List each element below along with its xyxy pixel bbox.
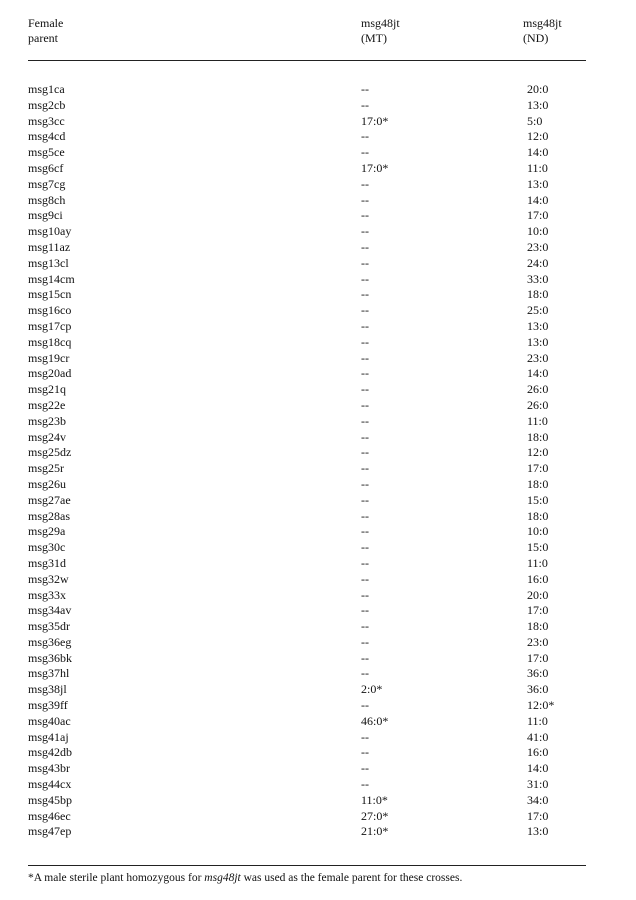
cell-msg48jt-nd: 13:0 <box>527 176 549 191</box>
cell-female-parent: msg47ep <box>28 824 72 839</box>
cell-msg48jt-mt: -- <box>361 429 369 444</box>
cell-msg48jt-nd: 18:0 <box>527 287 549 302</box>
cell-msg48jt-mt: 17:0* <box>361 113 389 128</box>
cell-msg48jt-mt: 17:0* <box>361 160 389 175</box>
cell-female-parent: msg6cf <box>28 160 64 175</box>
header-line: (MT) <box>361 31 387 45</box>
cell-msg48jt-mt: -- <box>361 603 369 618</box>
cell-female-parent: msg39ff <box>28 698 68 713</box>
cell-female-parent: msg46ec <box>28 808 71 823</box>
table-row <box>0 809 636 825</box>
table-row <box>0 777 636 793</box>
cell-female-parent: msg35dr <box>28 619 70 634</box>
table-row <box>0 161 636 177</box>
cell-msg48jt-nd: 14:0 <box>527 761 549 776</box>
table-row <box>0 193 636 209</box>
table-row <box>0 651 636 667</box>
table-row <box>0 477 636 493</box>
cell-msg48jt-nd: 20:0 <box>527 587 549 602</box>
cell-msg48jt-nd: 5:0 <box>527 113 543 128</box>
table-row <box>0 240 636 256</box>
table-row <box>0 145 636 161</box>
cell-female-parent: msg4cd <box>28 129 66 144</box>
cell-female-parent: msg33x <box>28 587 67 602</box>
cell-female-parent: msg9ci <box>28 208 63 223</box>
cell-msg48jt-mt: -- <box>361 129 369 144</box>
cell-female-parent: msg19cr <box>28 350 70 365</box>
cell-msg48jt-nd: 26:0 <box>527 382 549 397</box>
cell-msg48jt-mt: -- <box>361 224 369 239</box>
footnote-text: *A male sterile plant homozygous for <box>28 872 205 884</box>
cell-msg48jt-nd: 23:0 <box>527 634 549 649</box>
cell-msg48jt-mt: -- <box>361 492 369 507</box>
cell-msg48jt-nd: 12:0 <box>527 445 549 460</box>
cell-msg48jt-nd: 11:0 <box>527 555 548 570</box>
table-row <box>0 572 636 588</box>
cell-msg48jt-mt: 21:0* <box>361 824 389 839</box>
table-row <box>0 335 636 351</box>
cell-msg48jt-mt: -- <box>361 303 369 318</box>
table-row <box>0 398 636 414</box>
header-msg48jt-nd <box>523 16 562 46</box>
cell-female-parent: msg27ae <box>28 492 71 507</box>
cell-msg48jt-nd: 17:0 <box>527 808 549 823</box>
table-row <box>0 319 636 335</box>
cell-msg48jt-nd: 12:0 <box>527 129 549 144</box>
footnote-divider <box>28 865 586 866</box>
header-divider <box>28 60 586 61</box>
cell-female-parent: msg36bk <box>28 650 73 665</box>
table-row <box>0 461 636 477</box>
cell-msg48jt-mt: -- <box>361 729 369 744</box>
cell-msg48jt-nd: 17:0 <box>527 603 549 618</box>
cell-msg48jt-nd: 13:0 <box>527 97 549 112</box>
cell-msg48jt-mt: -- <box>361 271 369 286</box>
cell-msg48jt-nd: 20:0 <box>527 82 549 96</box>
cell-msg48jt-nd: 17:0 <box>527 208 549 223</box>
table-row <box>0 493 636 509</box>
cell-msg48jt-mt: -- <box>361 145 369 160</box>
cell-msg48jt-nd: 15:0 <box>527 492 549 507</box>
table-row <box>0 414 636 430</box>
table-row <box>0 556 636 572</box>
table-row <box>0 603 636 619</box>
cell-female-parent: msg41aj <box>28 729 69 744</box>
cell-msg48jt-mt: -- <box>361 397 369 412</box>
cell-female-parent: msg22e <box>28 397 66 412</box>
footnote <box>28 870 462 886</box>
table-row <box>0 366 636 382</box>
cell-msg48jt-mt: 2:0* <box>361 682 383 697</box>
cell-msg48jt-nd: 26:0 <box>527 397 549 412</box>
table-row <box>0 430 636 446</box>
cell-female-parent: msg25r <box>28 461 64 476</box>
table-row <box>0 129 636 145</box>
cell-msg48jt-nd: 33:0 <box>527 271 549 286</box>
cell-female-parent: msg25dz <box>28 445 72 460</box>
footnote-text-end: was used as the female parent for these crosses. <box>240 872 463 884</box>
cell-female-parent: msg8ch <box>28 192 66 207</box>
cell-msg48jt-nd: 31:0 <box>527 777 549 792</box>
table-row <box>0 761 636 777</box>
cell-msg48jt-nd: 18:0 <box>527 508 549 523</box>
table-row <box>0 793 636 809</box>
footnote-gene: msg48jt <box>204 872 241 884</box>
cell-female-parent: msg17cp <box>28 318 72 333</box>
cell-female-parent: msg30c <box>28 540 66 555</box>
table-row <box>0 635 636 651</box>
cell-female-parent: msg37hl <box>28 666 70 681</box>
table-row <box>0 224 636 240</box>
cell-msg48jt-nd: 16:0 <box>527 571 549 586</box>
cell-msg48jt-mt: -- <box>361 634 369 649</box>
cell-msg48jt-nd: 34:0 <box>527 792 549 807</box>
cell-female-parent: msg7cg <box>28 176 66 191</box>
header-line: parent <box>28 31 58 45</box>
cell-msg48jt-nd: 18:0 <box>527 619 549 634</box>
cell-female-parent: msg43br <box>28 761 70 776</box>
cell-msg48jt-nd: 10:0 <box>527 524 549 539</box>
header-msg48jt-mt <box>361 16 400 46</box>
cell-female-parent: msg3cc <box>28 113 65 128</box>
table-row <box>0 540 636 556</box>
cell-female-parent: msg44cx <box>28 777 72 792</box>
cell-msg48jt-nd: 13:0 <box>527 334 549 349</box>
table-row <box>0 698 636 714</box>
cell-msg48jt-mt: -- <box>361 524 369 539</box>
cell-msg48jt-mt: 46:0* <box>361 713 389 728</box>
cell-female-parent: msg32w <box>28 571 69 586</box>
cell-msg48jt-nd: 10:0 <box>527 224 549 239</box>
cell-msg48jt-nd: 18:0 <box>527 429 549 444</box>
header-line: msg48jt <box>361 16 400 30</box>
cell-msg48jt-nd: 25:0 <box>527 303 549 318</box>
cell-msg48jt-nd: 14:0 <box>527 366 549 381</box>
cell-msg48jt-nd: 16:0 <box>527 745 549 760</box>
cell-msg48jt-mt: -- <box>361 619 369 634</box>
cell-female-parent: msg1ca <box>28 82 65 96</box>
cell-female-parent: msg18cq <box>28 334 72 349</box>
table-row <box>0 114 636 130</box>
cell-msg48jt-mt: -- <box>361 650 369 665</box>
cell-female-parent: msg10ay <box>28 224 72 239</box>
cell-msg48jt-nd: 14:0 <box>527 145 549 160</box>
table-row <box>0 98 636 114</box>
table-row <box>0 619 636 635</box>
cell-female-parent: msg2cb <box>28 97 66 112</box>
cell-female-parent: msg15cn <box>28 287 72 302</box>
cell-msg48jt-nd: 11:0 <box>527 413 548 428</box>
cell-msg48jt-nd: 41:0 <box>527 729 549 744</box>
table-row <box>0 382 636 398</box>
table-row <box>0 509 636 525</box>
cell-msg48jt-nd: 12:0* <box>527 698 555 713</box>
cell-msg48jt-nd: 14:0 <box>527 192 549 207</box>
cell-msg48jt-mt: -- <box>361 508 369 523</box>
cell-female-parent: msg40ac <box>28 713 71 728</box>
cell-female-parent: msg23b <box>28 413 67 428</box>
table-row <box>0 745 636 761</box>
cell-msg48jt-mt: -- <box>361 540 369 555</box>
header-line: (ND) <box>523 31 549 45</box>
cell-msg48jt-nd: 24:0 <box>527 255 549 270</box>
table-row <box>0 272 636 288</box>
cell-female-parent: msg42db <box>28 745 73 760</box>
table-row <box>0 303 636 319</box>
cell-msg48jt-nd: 36:0 <box>527 666 549 681</box>
cell-msg48jt-mt: 11:0* <box>361 792 388 807</box>
table-row <box>0 82 636 98</box>
cell-female-parent: msg45bp <box>28 792 73 807</box>
header-line: msg48jt <box>523 16 562 30</box>
cell-msg48jt-nd: 13:0 <box>527 824 549 839</box>
cell-msg48jt-nd: 23:0 <box>527 239 549 254</box>
cell-msg48jt-nd: 11:0 <box>527 160 548 175</box>
cell-female-parent: msg11az <box>28 239 71 254</box>
cell-female-parent: msg13cl <box>28 255 69 270</box>
cell-msg48jt-mt: -- <box>361 745 369 760</box>
cell-msg48jt-nd: 11:0 <box>527 713 548 728</box>
cell-female-parent: msg5ce <box>28 145 65 160</box>
cell-female-parent: msg38jl <box>28 682 67 697</box>
cell-msg48jt-mt: -- <box>361 208 369 223</box>
cell-msg48jt-mt: -- <box>361 97 369 112</box>
cell-female-parent: msg20ad <box>28 366 72 381</box>
table-row <box>0 714 636 730</box>
cell-msg48jt-mt: -- <box>361 334 369 349</box>
cell-female-parent: msg14cm <box>28 271 75 286</box>
cell-msg48jt-mt: -- <box>361 461 369 476</box>
cell-msg48jt-nd: 18:0 <box>527 476 549 491</box>
cell-msg48jt-mt: -- <box>361 761 369 776</box>
cell-msg48jt-mt: -- <box>361 366 369 381</box>
cell-female-parent: msg26u <box>28 476 67 491</box>
cell-female-parent: msg24v <box>28 429 67 444</box>
table-row <box>0 445 636 461</box>
cell-msg48jt-mt: -- <box>361 555 369 570</box>
cell-msg48jt-mt: -- <box>361 192 369 207</box>
cell-msg48jt-mt: -- <box>361 82 369 96</box>
table-row <box>0 351 636 367</box>
cell-msg48jt-mt: -- <box>361 176 369 191</box>
cell-msg48jt-nd: 13:0 <box>527 318 549 333</box>
cell-female-parent: msg28as <box>28 508 70 523</box>
table-row <box>0 666 636 682</box>
cell-female-parent: msg36eg <box>28 634 72 649</box>
cell-msg48jt-mt: -- <box>361 445 369 460</box>
cell-female-parent: msg31d <box>28 555 67 570</box>
cell-msg48jt-nd: 17:0 <box>527 650 549 665</box>
cell-msg48jt-mt: -- <box>361 666 369 681</box>
cell-msg48jt-mt: -- <box>361 255 369 270</box>
cell-msg48jt-mt: -- <box>361 413 369 428</box>
table-body <box>0 82 636 840</box>
cell-msg48jt-mt: -- <box>361 318 369 333</box>
table-row <box>0 730 636 746</box>
cell-msg48jt-mt: -- <box>361 587 369 602</box>
table-row <box>0 524 636 540</box>
table-row <box>0 588 636 604</box>
cell-msg48jt-mt: -- <box>361 777 369 792</box>
cell-msg48jt-mt: -- <box>361 350 369 365</box>
cell-msg48jt-nd: 17:0 <box>527 461 549 476</box>
cell-msg48jt-mt: -- <box>361 571 369 586</box>
table-row <box>0 824 636 840</box>
cell-msg48jt-mt: -- <box>361 698 369 713</box>
cell-female-parent: msg34av <box>28 603 72 618</box>
cell-msg48jt-nd: 36:0 <box>527 682 549 697</box>
cell-female-parent: msg29a <box>28 524 66 539</box>
table-row <box>0 256 636 272</box>
table-row <box>0 287 636 303</box>
cell-msg48jt-nd: 15:0 <box>527 540 549 555</box>
cell-female-parent: msg16co <box>28 303 72 318</box>
cell-msg48jt-mt: -- <box>361 287 369 302</box>
cell-msg48jt-mt: 27:0* <box>361 808 389 823</box>
table-row <box>0 682 636 698</box>
header-line: Female <box>28 16 64 30</box>
cell-msg48jt-nd: 23:0 <box>527 350 549 365</box>
header-female-parent <box>28 16 63 46</box>
cell-female-parent: msg21q <box>28 382 67 397</box>
cell-msg48jt-mt: -- <box>361 239 369 254</box>
cell-msg48jt-mt: -- <box>361 382 369 397</box>
cell-msg48jt-mt: -- <box>361 476 369 491</box>
table-row <box>0 208 636 224</box>
table-row <box>0 177 636 193</box>
